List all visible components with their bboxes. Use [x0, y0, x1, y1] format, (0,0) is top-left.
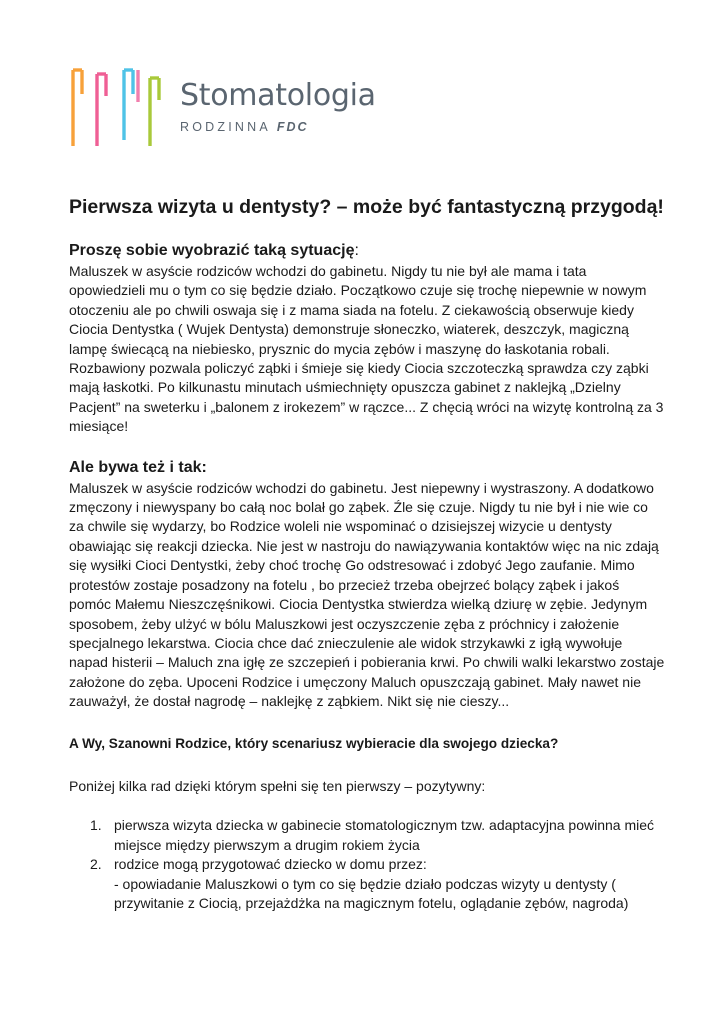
logo-subtitle-accent: FDC [276, 120, 309, 134]
list-item-number: 2. [90, 856, 102, 873]
section-heading: Ale bywa też i tak: [69, 458, 207, 476]
list-item [69, 855, 665, 913]
document-body [69, 190, 665, 913]
section-paragraph: Maluszek w asyście rodziców wchodzi do gabinetu. Jest niepewny i wystraszony. A dodatkowo zmęczony i niewyspany bo całą noc bolał go ząbek. Źle się czuje. Nigdy tu nie był i nie wie co za chwile się wydarzy, bo Rodzice woleli nie wspominać o dzisiejszej wizycie u dentysty obawiając się reakcji dziecka. Nie jest w nastroju do nawiązywania kontaktów więc na nic zdają się wysiłki Cioci Dentystki, żeby choć trochę Go odstresować i zdobyć Jego zaufanie. Mimo protestów zostaje posadzony na fotelu , bo przecież trzeba obejrzeć bolący ząbek i jakoś pomóc Małemu Nieszczęśnikowi. Ciocia Dentystka stwierdza wielką dziurę w zębie. Jedynym sposobem, żeby ulżyć w bólu Maluszkowi jest oczyszczenie zęba z próchnicy i założenie specjalnego lekarstwa. Ciocia chce dać znieczulenie ale widok strzykawki z igłą wywołuje napad histerii – Maluch zna igłę ze szczepień i pobierania krwi. Po chwili walki lekarstwo zostaje założone do zęba. Upoceni Rodzice i umęczony Maluch opuszczają gabinet. Mały nawet nie zauważył, że dostał nagrodę – naklejkę z ząbkiem. Nikt się nie cieszy... [69, 479, 665, 710]
page-title: Pierwsza wizyta u dentysty? – może być fantastyczną przygodą! [69, 196, 664, 218]
tips-list [69, 816, 665, 913]
logo-name: Stomatologia [180, 78, 376, 113]
tips-intro: Poniżej kilka rad dzięki którym spełni się ten pierwszy – pozytywny: [69, 777, 486, 794]
section-negative-scenario [69, 457, 665, 712]
question-to-parents: A Wy, Szanowni Rodzice, który scenariusz wybieracie dla swojego dziecka? [69, 735, 559, 751]
list-item-text: pierwsza wizyta dziecka w gabinecie stomatologicznym tzw. adaptacyjna powinna mieć miejsce między pierwszym a drugim rokiem życia [114, 817, 655, 853]
section-positive-scenario [69, 240, 665, 437]
logo-subtitle [180, 120, 309, 134]
list-item-text: rodzice mogą przygotować dziecko w domu przez: [114, 856, 427, 873]
section-paragraph: Maluszek w asyście rodziców wchodzi do gabinetu. Nigdy tu nie był ale mama i tata opowiedzieli mu o tym co się będzie działo. Początkowo czuje się trochę niepewnie w nowym otoczeniu ale po chwili oswaja się i z mama siada na fotelu. Z ciekawością obserwuje kiedy Ciocia Dentystka ( Wujek Dentysta) demonstruje słoneczko, wiaterek, deszczyk, magiczną lampę świecącą na niebiesko, prysznic do mycia zębów i maszynę do łaskotania robali. Rozbawiony pozwala policzyć ząbki i śmieje się kiedy Ciocia szczoteczką sprawdza czy ząbki mają łaskotki. Po kilkunastu minutach uśmiechnięty opuszcza gabinet z naklejką „Dzielny Pacjent” na sweterku i „balonem z irokezem” w rączce... Z chęcią wróci na wizytę kontrolną za 3 miesiące! [69, 263, 664, 435]
logo-subtitle-main: RODZINNA [180, 120, 271, 134]
section-heading-text: Proszę sobie wyobrazić taką sytuację [69, 242, 355, 259]
list-item [69, 816, 665, 855]
list-item-number: 1. [90, 817, 102, 834]
clinic-logo [70, 66, 376, 148]
list-subitem-text: - opowiadanie Maluszkowi o tym co się będzie działo podczas wizyty u dentysty ( przywitanie z Ciocią, przejażdżka na magicznym fotelu, oglądanie zębów, nagroda) [114, 875, 629, 911]
section-heading-colon: : [354, 242, 359, 259]
toothbrush-logo-icon [70, 66, 170, 148]
section-heading [69, 240, 665, 262]
